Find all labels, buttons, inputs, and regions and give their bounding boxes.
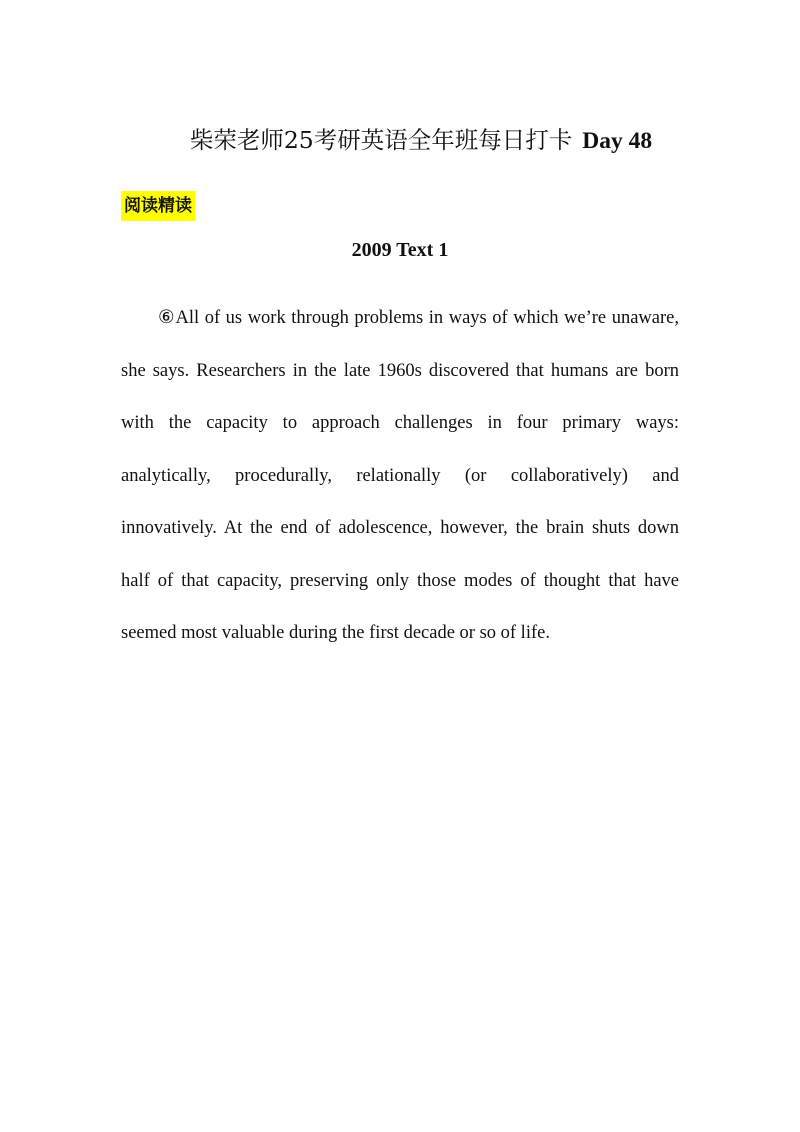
page-title-main: 柴荣老师25考研英语全年班每日打卡 [189,126,573,154]
section-tag-highlight: 阅读精读 [121,191,195,221]
passage-line: half of that capacity, preserving only those modes of thought that have [121,570,679,591]
passage-line: analytically, procedurally, relationally (or collaboratively) and [121,465,679,486]
page-title [0,122,800,159]
text-title: 2009 Text 1 [351,239,449,261]
passage-line: innovatively. At the end of adolescence, however, the brain shuts down [121,518,679,538]
page-title-day: Day 48 [582,128,653,154]
passage-line: ⑥All of us work through problems in ways of which we’re unaware, [158,308,679,328]
passage [121,298,679,666]
passage-line: seemed most valuable during the first decade or so of life. [121,623,550,643]
passage-line: she says. Researchers in the late 1960s discovered that humans are born [121,360,679,381]
passage-line: with the capacity to approach challenges in four primary ways: [121,413,679,433]
